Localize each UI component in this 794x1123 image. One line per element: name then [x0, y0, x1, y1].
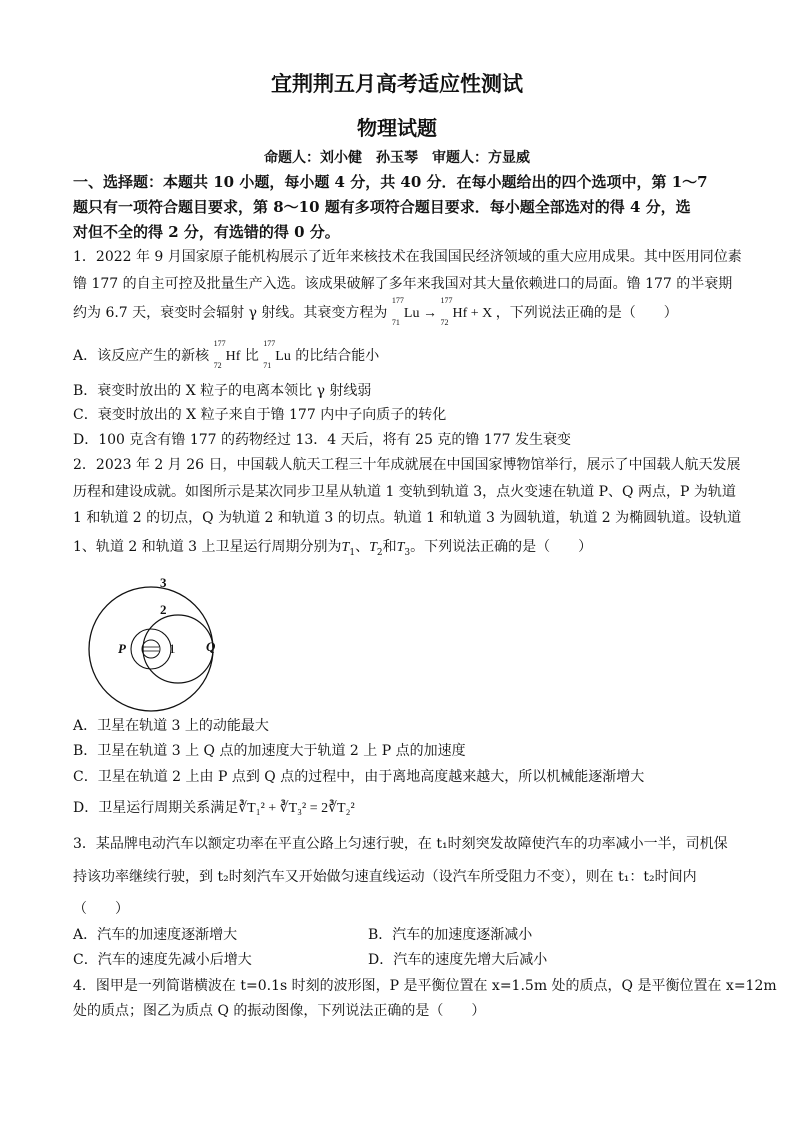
- orbit-diagram: [80, 572, 240, 712]
- q1-stem-text: 约为 6.7 天，衰变时会辐射 γ 射线。其衰变方程为: [73, 305, 388, 321]
- point-p-label: P: [118, 641, 126, 656]
- q1-stem-line2: 镥 177 的自主可控及批量生产入选。该成果破解了多年来我国对其大量依赖进口的局面。镥 177 的半衰期: [73, 276, 733, 292]
- section-instructions-line1: 一、选择题：本题共 10 小题，每小题 4 分，共 40 分．在每小题给出的四个选项中，第 1～7: [73, 173, 708, 191]
- q1-stem-line3: [73, 296, 733, 327]
- orbit-3: [89, 587, 213, 711]
- q2-option-a: A．卫星在轨道 3 上的动能最大: [73, 718, 269, 734]
- q3-options-row2: [73, 950, 733, 970]
- hf-nuclide: 177 72 Hf: [440, 296, 468, 327]
- authors-line: 命题人：刘小健 孙玉琴 审题人：方显威: [264, 150, 530, 166]
- q1-question-prompt: ，下列说法正确的是（ ）: [495, 305, 678, 321]
- lu-nuclide: 177 71 Lu: [263, 339, 291, 370]
- section-instructions-line3: 对但不全的得 2 分，有选错的得 0 分。: [73, 223, 340, 241]
- q2-stem-line2: 历程和建设成就。如图所示是某次同步卫星从轨道 1 变轨到轨道 3，点火变速在轨道 P、Q 两点，P 为轨道: [73, 484, 736, 500]
- q3-option-d: D．汽车的速度先增大后减小: [368, 952, 548, 968]
- q1-stem-line1: 1．2022 年 9 月国家原子能机构展示了近年来核技术在我国国民经济领域的重大应用成果。其中医用同位素: [73, 249, 742, 265]
- q2-stem-line1: 2．2023 年 2 月 26 日，中国载人航天工程三十年成就展在中国国家博物馆举行，展示了中国载人航天发展: [73, 457, 741, 473]
- q2-option-b: B．卫星在轨道 3 上 Q 点的加速度大于轨道 2 上 P 点的加速度: [73, 743, 466, 759]
- q3-stem-line2: 持该功率继续行驶，到 t₂时刻汽车又开始做匀速直线运动（设汽车所受阻力不变），则在 t₁：t₂时间内: [73, 869, 697, 885]
- q2-option-d: D．卫星运行周期关系满足∛T₁² + ∛T₃² = 2∛T₂²: [73, 800, 355, 816]
- exam-title: 宜荆荆五月高考适应性测试: [271, 71, 523, 96]
- section-instructions-line2: 题只有一项符合题目要求，第 8～10 题有多项符合题目要求．每小题全部选对的得 4 分，选: [73, 198, 691, 216]
- lu-nuclide: 177 71 Lu: [391, 296, 420, 327]
- q1-option-d: D．100 克含有镥 177 的药物经过 13．4 天后，将有 25 克的镥 177 发生衰变: [73, 432, 571, 448]
- decay-equation: 177 71 Lu → 177 72 Hf + X: [391, 296, 493, 327]
- q3-option-a: A．汽车的加速度逐渐增大: [73, 927, 238, 943]
- q3-stem-line3: （ ）: [73, 901, 129, 917]
- orbit-1-label: 1: [169, 641, 176, 656]
- q3-stem-line1: 3．某品牌电动汽车以额定功率在平直公路上匀速行驶，在 t₁时刻突发故障使汽车的功率减小一半，司机保: [73, 836, 728, 852]
- orbit-2: [143, 615, 213, 683]
- q3-option-b: B．汽车的加速度逐渐减小: [368, 927, 533, 943]
- q1-option-c: C．衰变时放出的 X 粒子来自于镥 177 内中子向质子的转化: [73, 407, 447, 423]
- q4-stem-line1: 4．图甲是一列简谐横波在 t=0.1s 时刻的波形图，P 是平衡位置在 x=1.5m 处的质点，Q 是平衡位置在 x=12m: [73, 978, 777, 994]
- orbit-2-label: 2: [160, 602, 167, 617]
- point-q-label: Q: [206, 639, 216, 654]
- q1-option-b: B．衰变时放出的 X 粒子的电离本领比 γ 射线弱: [73, 383, 372, 399]
- q4-stem-line2: 处的质点；图乙为质点 Q 的振动图像，下列说法正确的是（ ）: [73, 1003, 486, 1019]
- q2-stem-line4: 1、轨道 2 和轨道 3 上卫星运行周期分别为$T_1$、$T_2$和$T_3$。下列说法正确的是（ ）: [73, 539, 593, 558]
- earth-icon: [142, 640, 160, 658]
- q3-options-row1: [73, 925, 733, 945]
- subject-title: 物理试题: [357, 116, 437, 140]
- q1-option-a: A．该反应产生的新核 177 72 Hf 比 177 71 Lu 的比结合能小: [73, 339, 380, 370]
- orbit-3-label: 3: [160, 575, 167, 590]
- q2-option-c: C．卫星在轨道 2 上由 P 点到 Q 点的过程中，由于离地高度越来越大，所以机械能逐渐增大: [73, 769, 645, 785]
- period-relation-equation: ∛T₁² + ∛T₃² = 2∛T₂²: [238, 801, 355, 816]
- q3-option-c: C．汽车的速度先减小后增大: [73, 952, 252, 968]
- hf-nuclide: 177 72 Hf: [213, 339, 241, 370]
- orbit-1: [131, 629, 171, 669]
- q2-stem-line3: 1 和轨道 2 的切点，Q 为轨道 2 和轨道 3 的切点。轨道 1 和轨道 3 为圆轨道，轨道 2 为椭圆轨道。设轨道: [73, 510, 742, 526]
